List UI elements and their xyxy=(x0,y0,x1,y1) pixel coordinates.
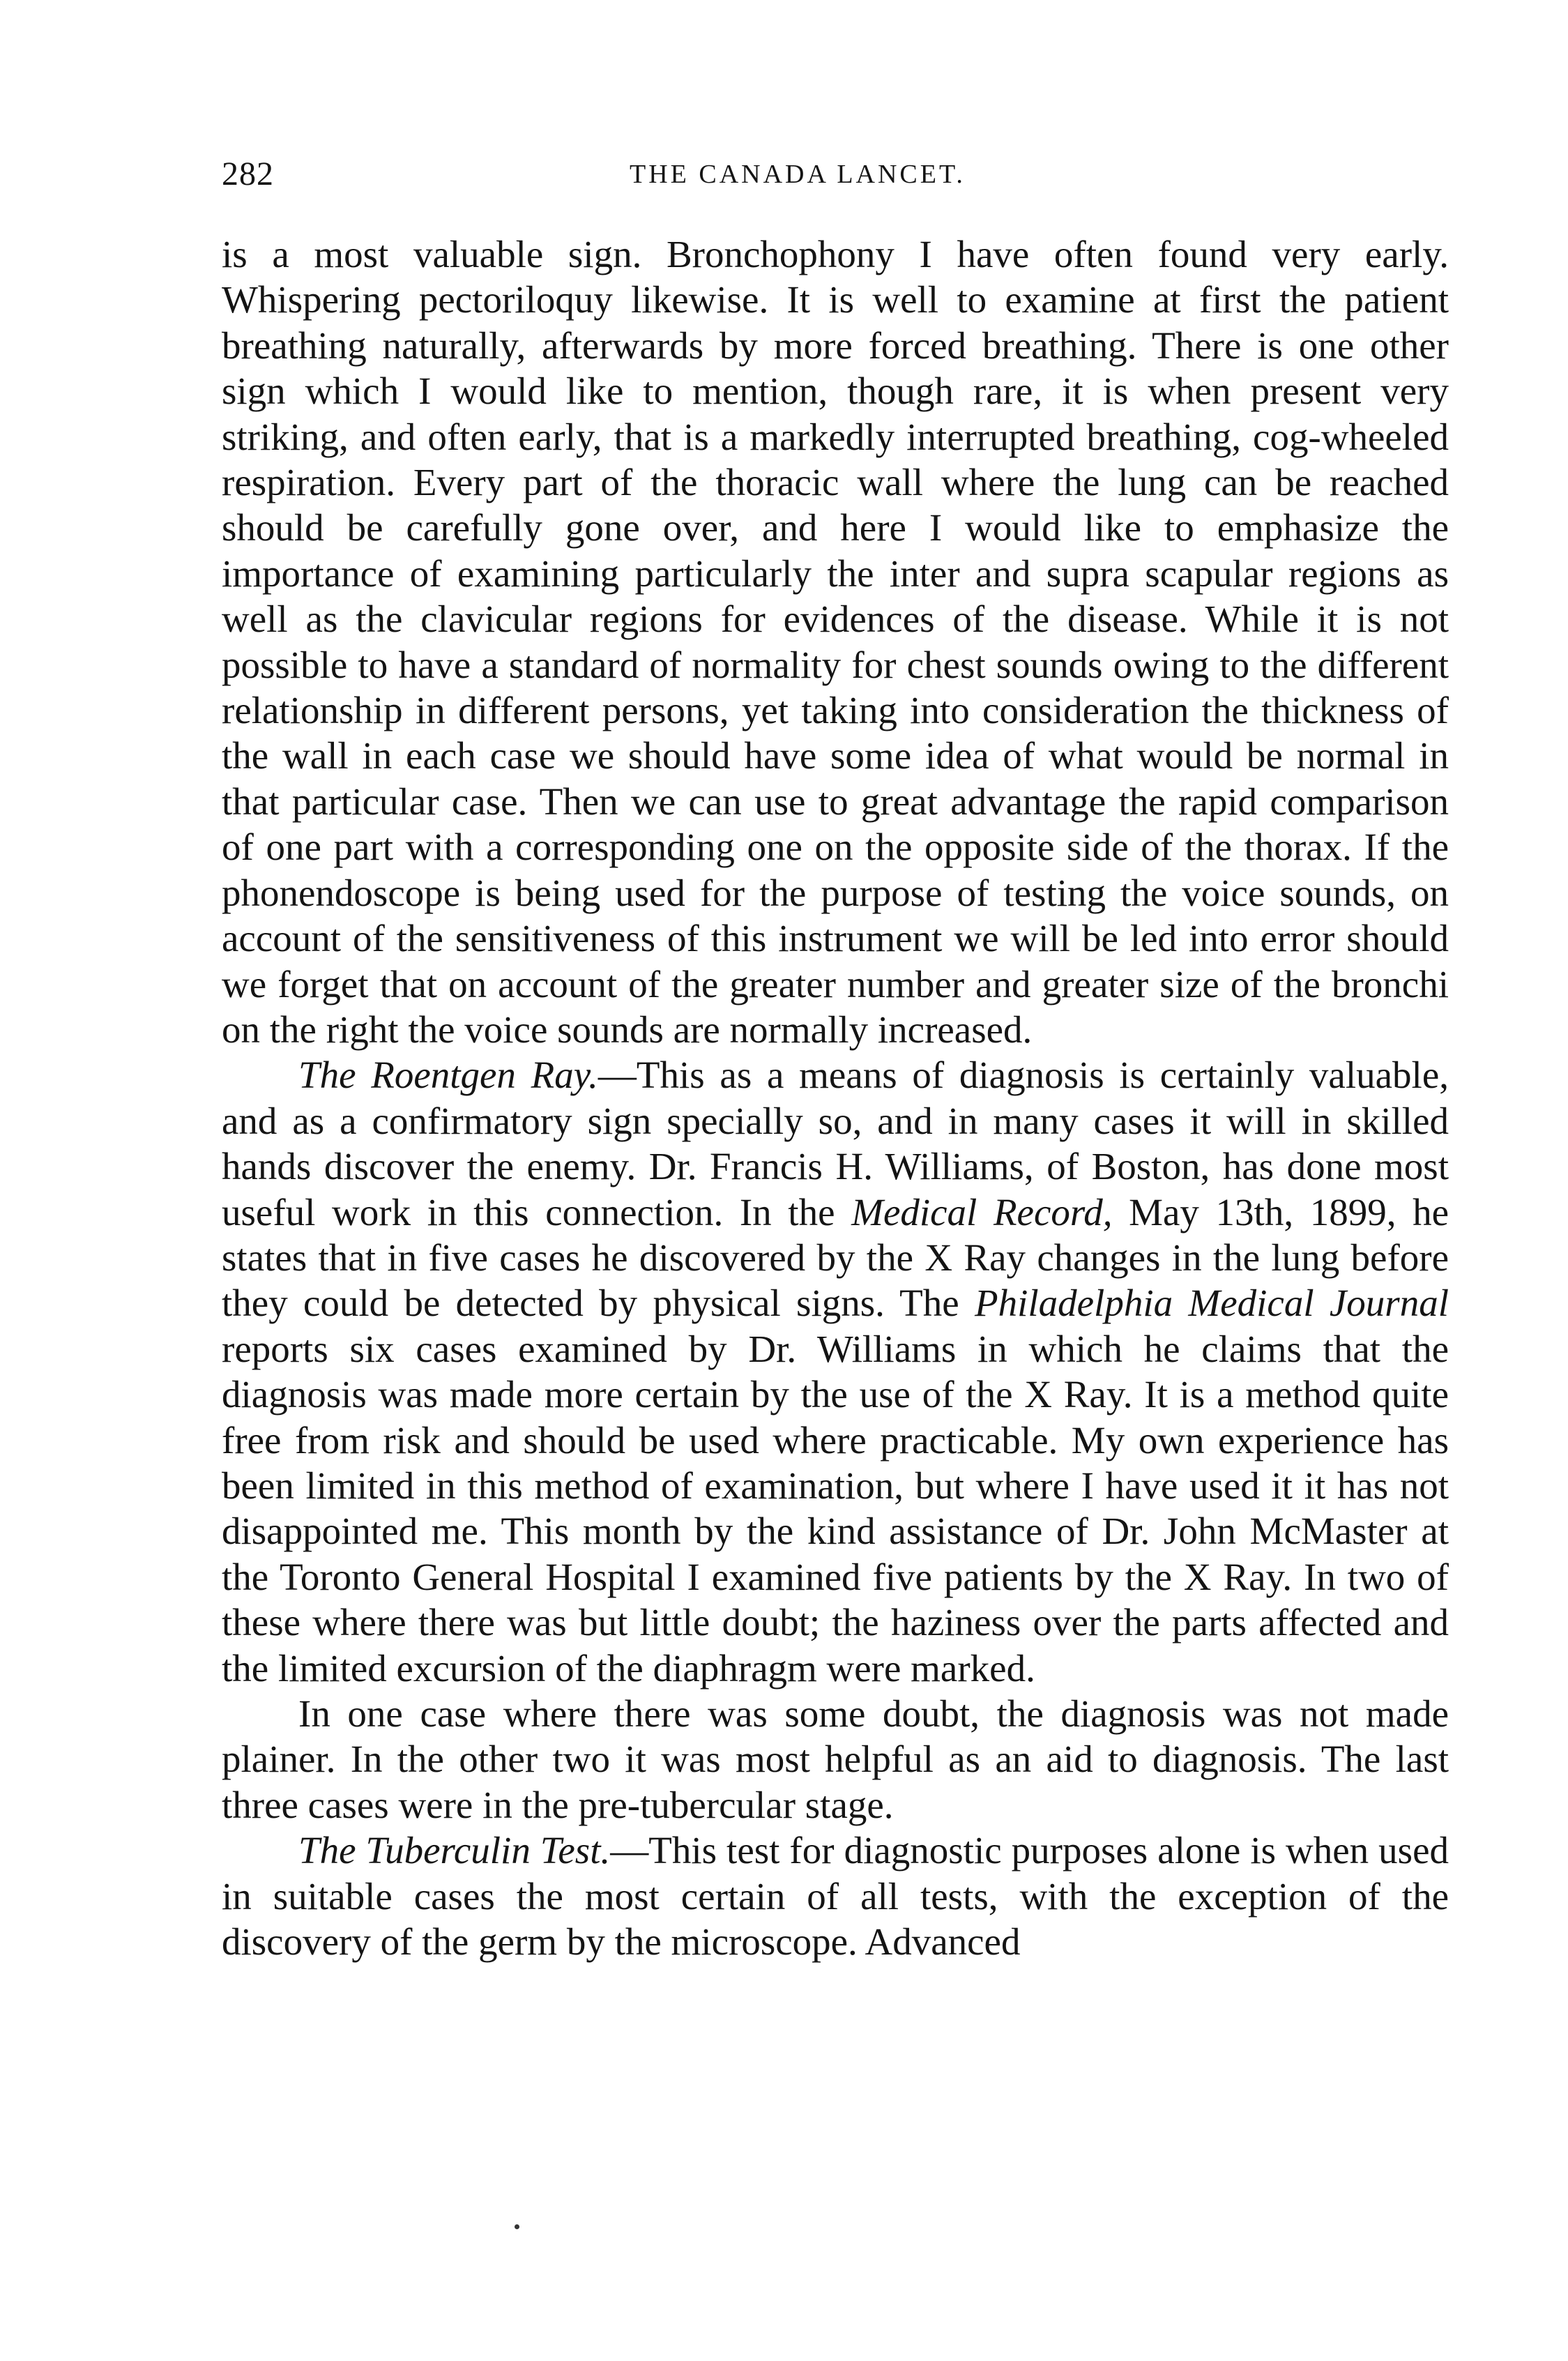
page-number: 282 xyxy=(222,155,274,192)
paragraph-4-text: —This test for diagnostic purposes alone is when used in suitable cases the most certain of all tests, with the exception of the discovery of the germ by the microscope. Advanced xyxy=(222,1829,1449,1964)
paragraph-2-text-c: reports six cases examined by Dr. Williams in which he claims that the diagnosis was made more certain by the use of the X Ray. It is a method quite free from risk and should be used where practicable. My own experience has been limited in this method of examination, but where I have used it it has not disappointed me. This month by the kind assistance of Dr. John McMaster at the Toronto General Hospital I examined five patients by the X Ray. In two of these where there was but little doubt; the haziness over the parts affected and the limited excursion of the diaphragm were marked. xyxy=(222,1327,1449,1690)
body-text xyxy=(222,231,1449,1964)
paragraph-4 xyxy=(222,1828,1449,1964)
journal-title-medical-record: Medical Record, xyxy=(851,1190,1113,1233)
paragraph-2-text-b: May 13th, 1899, he states that in five cases he discovered by the X Ray changes in the lung before they could be detected by physical signs. The xyxy=(222,1190,1449,1325)
page-header xyxy=(222,155,1449,204)
ink-speck xyxy=(515,2224,519,2229)
section-heading-tuberculin-test: The Tuberculin Test. xyxy=(298,1829,611,1872)
paragraph-2 xyxy=(222,1052,1449,1691)
paragraph-2-text-a: —This as a means of diagnosis is certainly valuable, and as a confirmatory sign specially so, and in many cases it will in skilled hands discover the enemy. Dr. Francis H. Williams, of Boston, has done most useful work in this connection. In the xyxy=(222,1054,1449,1233)
paragraph-1: is a most valuable sign. Bronchophony I have often found very early. Whispering pectoriloquy likewise. It is well to examine at first the patient breathing naturally, afterwards by more forced breathing. There is one other sign which I would like to mention, though rare, it is when present very striking, and often early, that is a markedly interrupted breathing, cog-wheeled respiration. Every part of the thoracic wall where the lung can be reached should be carefully gone over, and here I would like to emphasize the importance of examining particularly the inter and supra scapular regions as well as the clavicular regions for evidences of the disease. While it is not possible to have a standard of normality for chest sounds owing to the different relationship in different persons, yet taking into consideration the thickness of the wall in each case we should have some idea of what would be normal in that particular case. Then we can use to great advantage the rapid comparison of one part with a corresponding one on the opposite side of the thorax. If the phonendoscope is being used for the purpose of testing the voice sounds, on account of the sensitiveness of this instrument we will be led into error should we forget that on account of the greater number and greater size of the bronchi on the right the voice sounds are normally increased. xyxy=(222,233,1449,1051)
journal-title-philadelphia-medical-journal: Philadelphia Medical Journal xyxy=(974,1282,1449,1325)
paragraph-3: In one case where there was some doubt, the diagnosis was not made plainer. In the other two it was most helpful as an aid to diagnosis. The last three cases were in the pre-tubercular stage. xyxy=(222,1692,1449,1826)
running-head: THE CANADA LANCET. xyxy=(630,160,966,189)
section-heading-roentgen-ray: The Roentgen Ray. xyxy=(298,1054,598,1097)
